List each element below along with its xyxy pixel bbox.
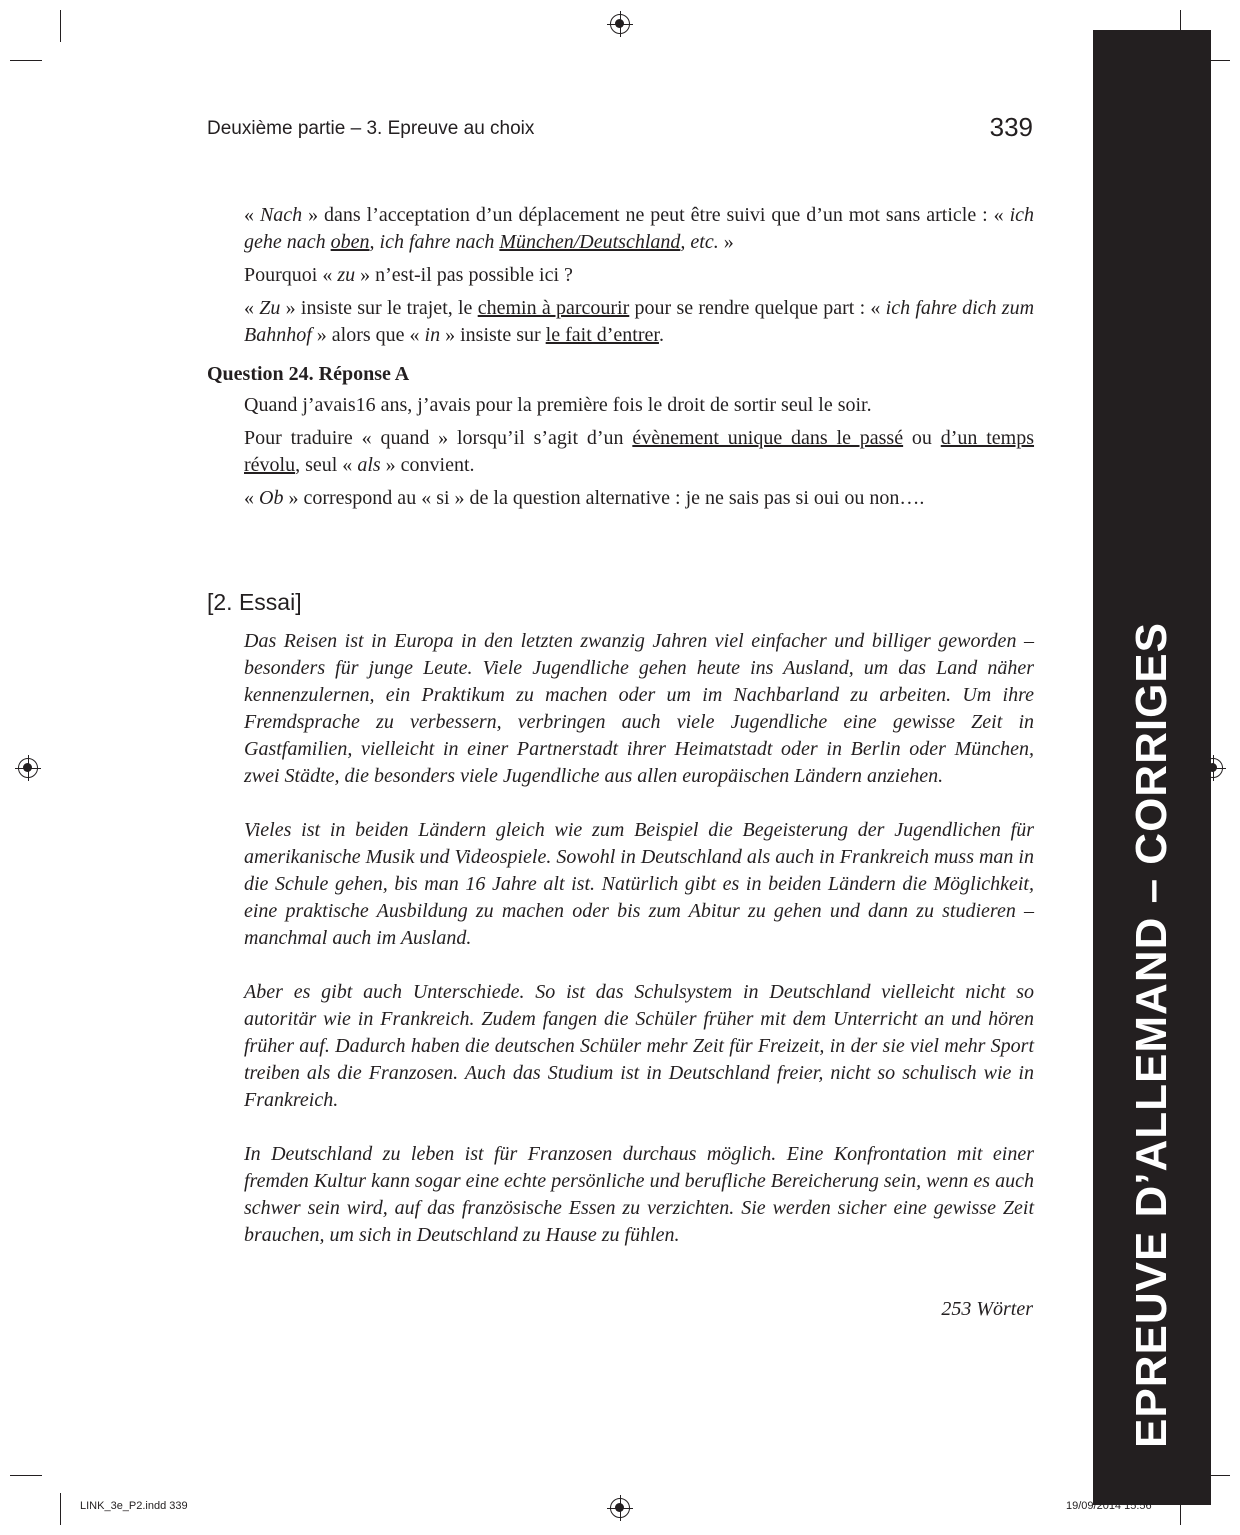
text-fragment: Ob [259, 487, 284, 509]
essay-paragraph: Vieles ist in beiden Ländern gleich wie zum Beispiel die Begeisterung der Jugendlichen für amerikanische Musik und Videospiele. Sowohl in Deutschland als auch in Frankreich muss man in die Schule gehen, bis man 16 Jahre alt ist. Natürlich gibt es in beiden Ländern die Möglichkeit, eine praktische Ausbildung zu machen oder bis zum Abitur zu gehen und dann zu studieren – manchmal auch im Ausland. [244, 819, 1034, 949]
text-fragment: Nach [259, 204, 303, 226]
text-fragment: Zu [259, 297, 281, 319]
side-tab [1093, 30, 1211, 1505]
registration-mark-icon [610, 1498, 630, 1518]
text-fragment: » convient. [380, 454, 475, 476]
text-fragment: zu [337, 264, 356, 286]
text-fragment: ou [903, 427, 941, 449]
text-fragment: Pour traduire « quand » lorsqu’il s’agit d’un [244, 427, 633, 449]
section-heading: [2. Essai] [207, 589, 302, 615]
underlined-text: München/Deutschland [499, 231, 681, 253]
question-heading: Question 24. Réponse A [207, 363, 410, 385]
crop-mark [60, 10, 61, 42]
text-fragment: pour se rendre quelque part : « [629, 297, 886, 319]
text-fragment: » insiste sur le trajet, le [280, 297, 478, 319]
example-phrase: ich fahre dich zum Bahnhof [244, 297, 1035, 346]
slug-date: 19/09/2014 15:56 [1066, 1500, 1152, 1512]
underlined-text: le fait d’entrer [545, 324, 659, 346]
text-fragment: als [357, 454, 381, 476]
text-fragment: in [424, 324, 441, 346]
text-fragment: , seul « [295, 454, 358, 476]
slug-file: LINK_3e_P2.indd 339 [80, 1500, 188, 1512]
text-fragment: Pourquoi « [244, 264, 338, 286]
word-count: 253 Wörter [941, 1298, 1033, 1320]
text-fragment: , etc. [680, 231, 719, 253]
paragraph-zu [244, 295, 1034, 349]
text-fragment: » correspond au « si » de la question alternative : je ne sais pas si oui ou non…. [283, 487, 925, 509]
essay-body [244, 628, 1034, 1276]
crop-mark [10, 60, 42, 61]
underlined-text: d’un temps révolu [244, 427, 1035, 476]
text-fragment: » [718, 231, 734, 253]
text-fragment: « [244, 204, 260, 226]
registration-mark-icon [18, 758, 38, 778]
text-fragment: , ich fahre nach [369, 231, 500, 253]
text-fragment: » alors que « [311, 324, 425, 346]
text-fragment: » n’est-il pas possible ici ? [355, 264, 573, 286]
paragraph-translation: Quand j’avais16 ans, j’avais pour la première fois le droit de sortir seul le soir. [244, 394, 872, 416]
running-head: Deuxième partie – 3. Epreuve au choix [207, 118, 535, 139]
paragraph-quand [244, 425, 1034, 479]
underlined-text: chemin à parcourir [477, 297, 630, 319]
essay-paragraph: Aber es gibt auch Unterschiede. So ist das Schulsystem in Deutschland vielleicht nicht so autoritär wie in Frankreich. Zudem fangen die Schüler früher mit dem Unterricht an und hören früher auf. Dadurch haben die deutschen Schüler mehr Zeit für Freizeit, in der sie viel mehr Sport treiben als die Franzosen. Auch das Studium ist in Deutschland freier, nicht so schulisch wie in Frankreich. [244, 981, 1034, 1111]
text-fragment: « [244, 487, 259, 509]
corrections-section [207, 202, 1034, 518]
text-fragment: ich gehe nach [244, 204, 1035, 253]
page-number: 339 [989, 112, 1033, 142]
text-fragment: « [244, 297, 260, 319]
essay-paragraph: In Deutschland zu leben ist für Franzosen durchaus möglich. Eine Konfrontation mit einer fremden Kultur kann sogar eine echte persönliche und berufliche Bereicherung sein, wenn es auch schwer sein wird, auf das französische Essen zu verzichten. Sie werden sicher eine gewisse Zeit brauchen, um sich in Deutschland zu Hause zu fühlen. [244, 1143, 1034, 1246]
text-fragment: » dans l’acceptation d’un déplacement ne peut être suivi que d’un mot sans article : « [302, 204, 1010, 226]
registration-mark-icon [610, 14, 630, 34]
text-fragment: . [658, 324, 664, 346]
side-tab-label: EPREUVE D’ALLEMAND – CORRIGES [1127, 622, 1176, 1448]
text-fragment: » insiste sur [440, 324, 546, 346]
crop-mark [10, 1475, 42, 1476]
underlined-text: oben [330, 231, 370, 253]
crop-mark [60, 1493, 61, 1525]
paragraph-pourquoi [244, 262, 1034, 289]
underlined-text: évènement unique dans le passé [632, 427, 904, 449]
paragraph-ob [244, 485, 1034, 512]
essay-paragraph: Das Reisen ist in Europa in den letzten zwanzig Jahren viel einfacher und billiger geworden – besonders für junge Leute. Viele Jugendliche gehen heute ins Ausland, um das Land näher kennenzulernen, ein Praktikum zu machen oder um im Nachbarland zu arbeiten. Um ihre Fremdsprache zu verbessern, verbringen auch viele Jugendliche eine gewisse Zeit in Gastfamilien, vielleicht in einer Partnerstadt ihrer Heimatstadt oder in Berlin oder München, zwei Städte, die besonders viele Jugendliche aus allen europäischen Ländern anziehen. [244, 630, 1034, 787]
paragraph-nach [244, 202, 1034, 256]
